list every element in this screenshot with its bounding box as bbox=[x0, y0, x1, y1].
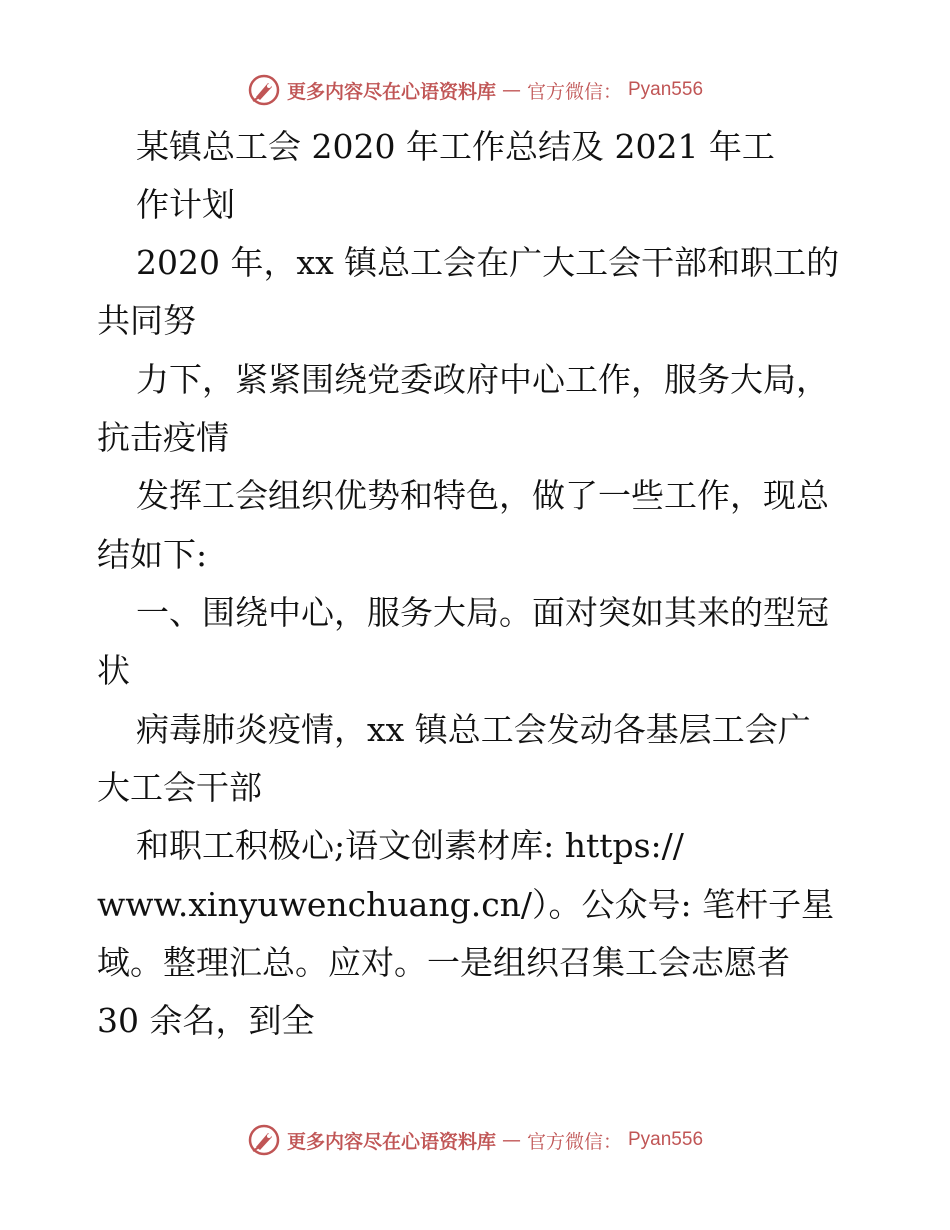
pen-nib-logo-icon bbox=[247, 1123, 281, 1157]
watermark-site-name: 更多内容尽在心语资料库 bbox=[286, 80, 496, 103]
paragraph-line: 抗击疫情 bbox=[97, 418, 229, 457]
watermark-separator: — bbox=[501, 1129, 521, 1151]
paragraph-line: 发挥工会组织优势和特色，做了一些工作，现总 bbox=[136, 476, 829, 515]
paragraph-line: 30 余名，到全 bbox=[97, 1001, 315, 1040]
paragraph-line: 状 bbox=[97, 651, 130, 690]
paragraph-line: 力下，紧紧围绕党委政府中心工作，服务大局， bbox=[136, 360, 829, 399]
watermark-weixin-id: Pyan556 bbox=[628, 79, 704, 100]
document-title-line-1: 某镇总工会 2020 年工作总结及 2021 年工 bbox=[136, 127, 775, 166]
watermark-separator: — bbox=[501, 79, 521, 101]
paragraph-line: 2020 年，xx 镇总工会在广大工会干部和职工的 bbox=[136, 243, 840, 282]
footer-watermark bbox=[0, 1120, 950, 1160]
watermark-group bbox=[247, 1123, 703, 1157]
paragraph-line: 域。整理汇总。应对。一是组织召集工会志愿者 bbox=[97, 943, 790, 982]
paragraph-line: 大工会干部 bbox=[97, 768, 262, 807]
paragraph-line: 病毒肺炎疫情，xx 镇总工会发动各基层工会广 bbox=[136, 710, 811, 749]
watermark-site-name: 更多内容尽在心语资料库 bbox=[286, 1130, 496, 1153]
watermark-weixin-label: 官方微信： bbox=[526, 1130, 622, 1153]
watermark-weixin-id: Pyan556 bbox=[628, 1129, 704, 1150]
document-title-line-2: 作计划 bbox=[136, 185, 235, 224]
paragraph-line: 共同努 bbox=[97, 301, 196, 340]
paragraph-line: 结如下: bbox=[97, 535, 208, 574]
paragraph-line: www.xinyuwenchuang.cn/）。公众号: 笔杆子星 bbox=[97, 885, 835, 924]
watermark-weixin-label: 官方微信： bbox=[526, 80, 622, 103]
paragraph-line: 一、围绕中心，服务大局。面对突如其来的型冠 bbox=[136, 593, 829, 632]
paragraph-line: 和职工积极心;语文创素材库: https:// bbox=[136, 826, 684, 865]
